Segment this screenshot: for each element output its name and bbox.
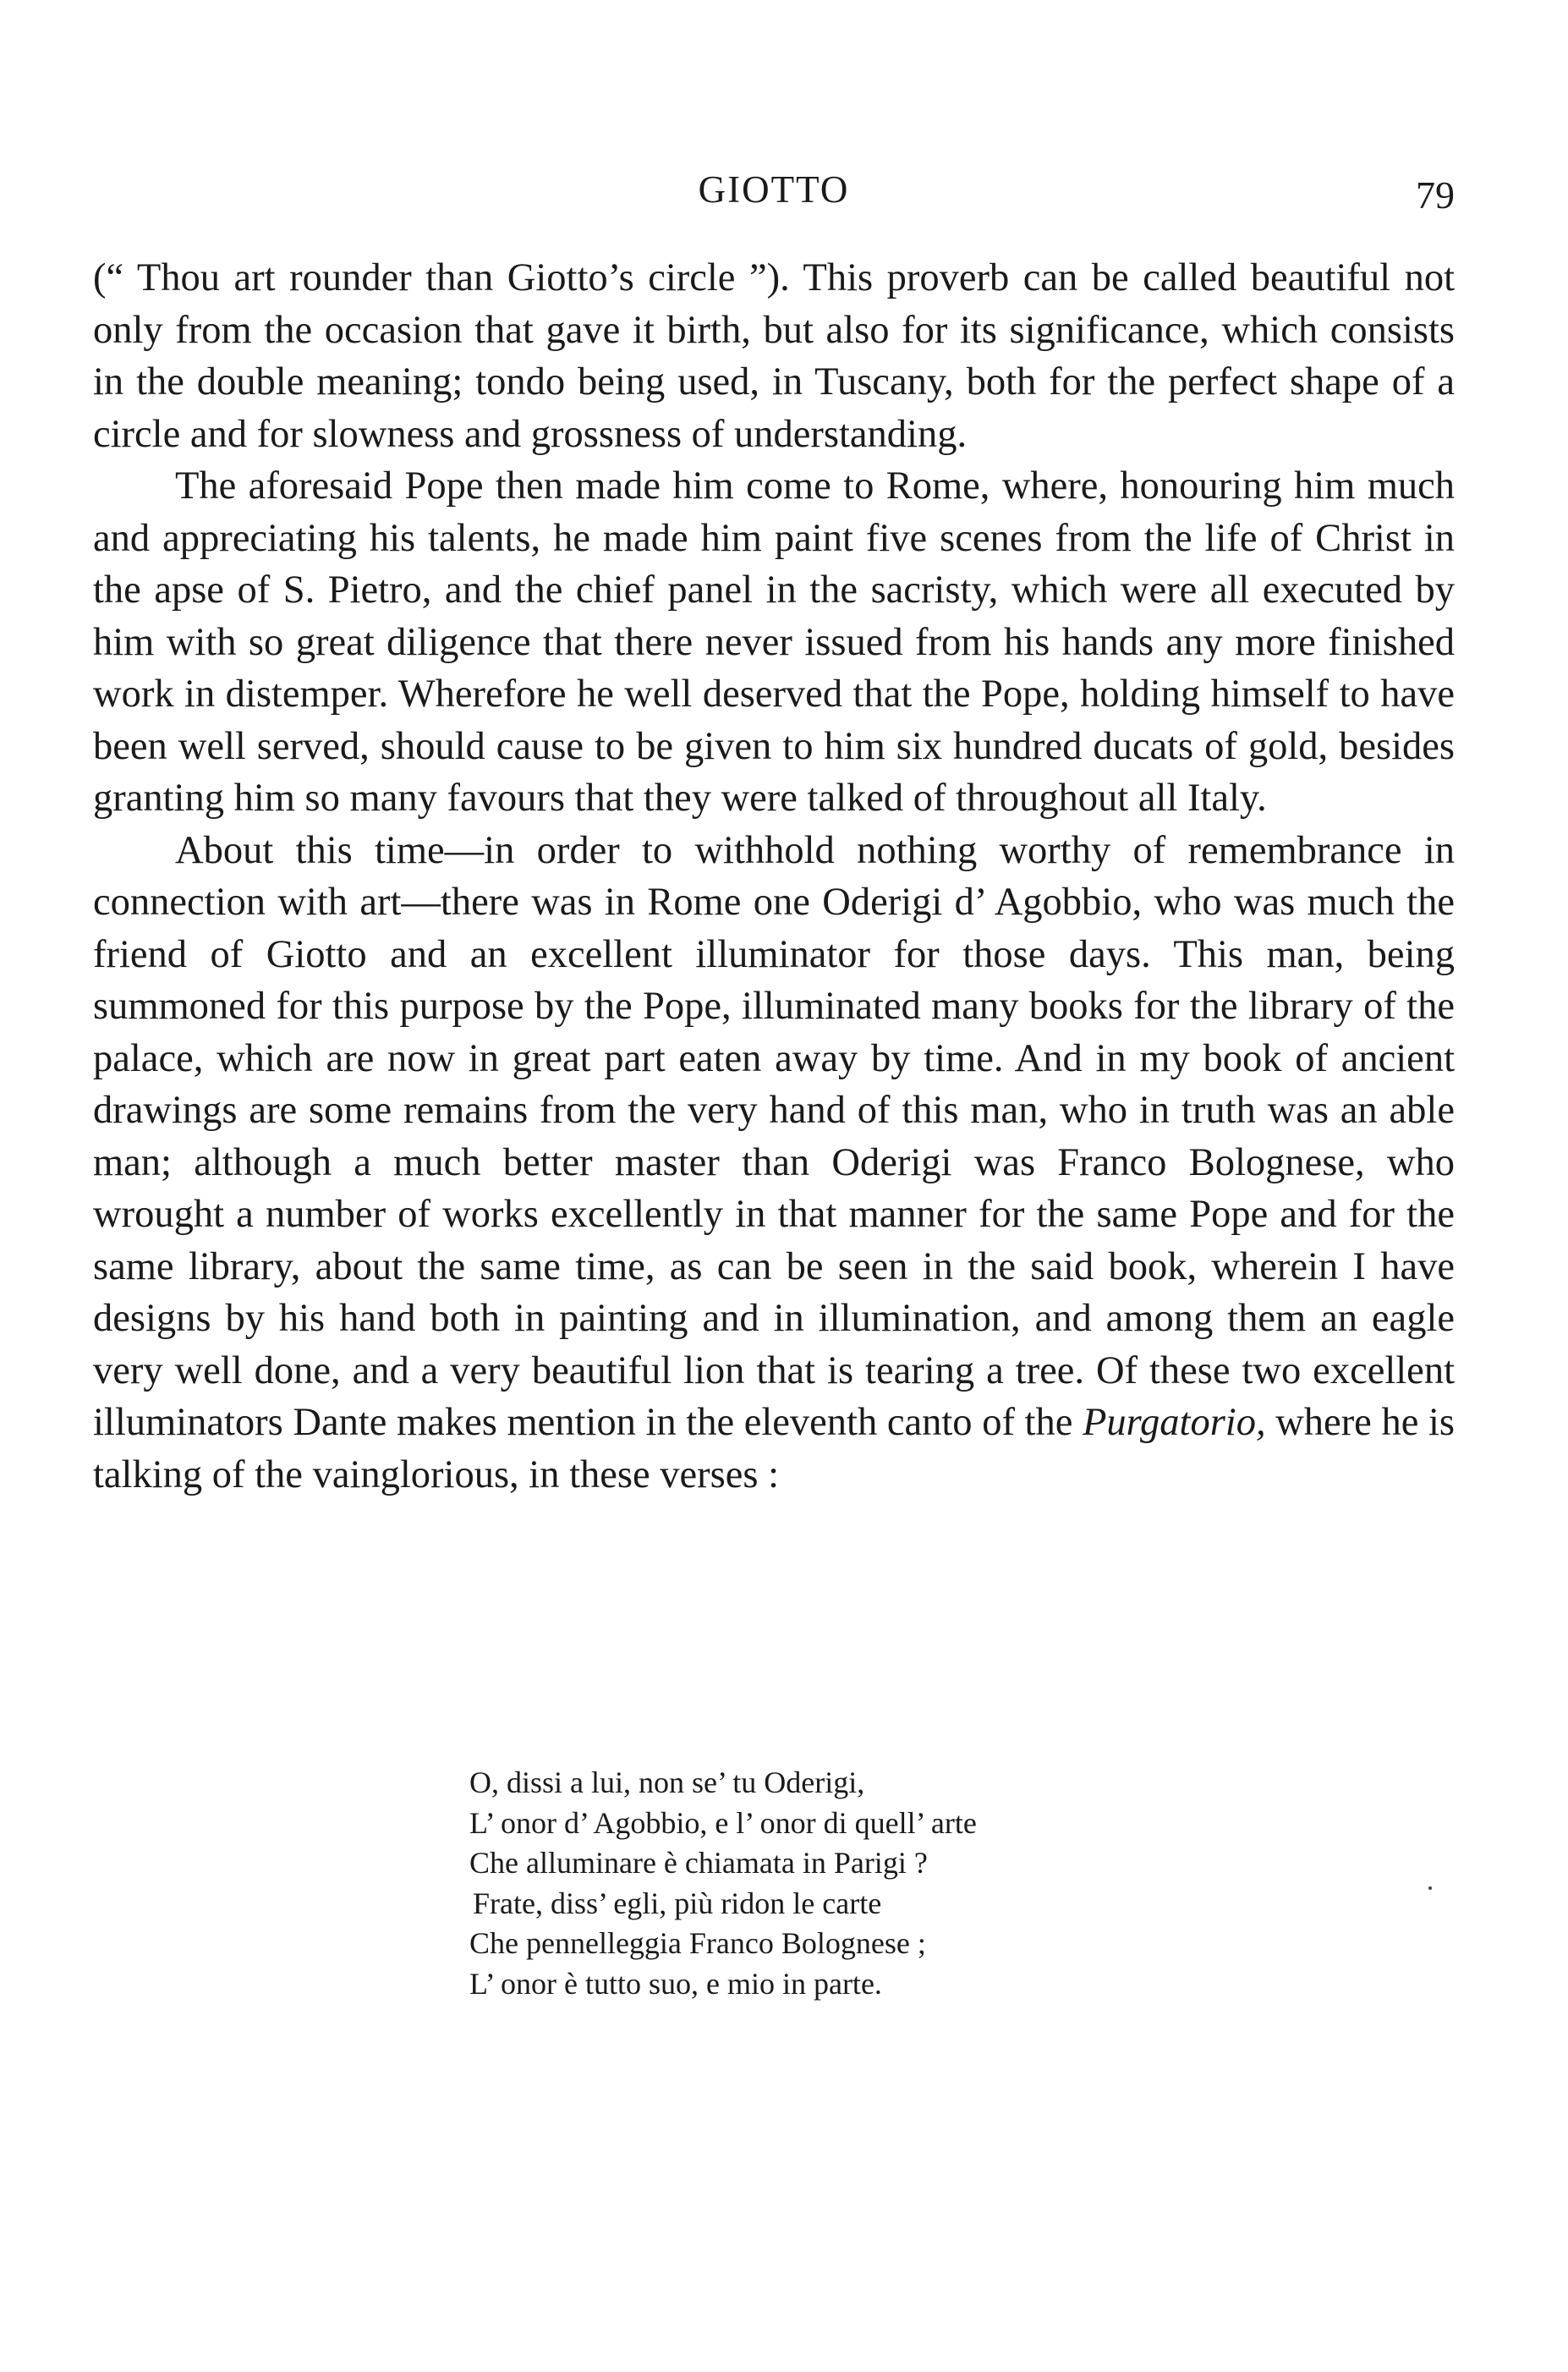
page-number: 79	[1416, 173, 1455, 217]
verse-line: L’ onor d’ Agobbio, e l’ onor di quell’ arte	[469, 1805, 977, 1840]
body-text	[93, 252, 1455, 1501]
running-title: GIOTTO	[698, 168, 850, 211]
verse-quotation	[469, 1763, 977, 2004]
paragraph-3-text-before: About this time—in order to withhold nothing worthy of remembrance in connection with art—there was in Rome one Oderigi d’ Agobbio, who was much the friend of Giotto and an excellent illuminator for those days. This man, being summoned for this purpose by the Pope, illuminated many books for the library of the palace, which are now in great part eaten away by time. And in my book of ancient drawings are some remains from the very hand of this man, who in truth was an able man; although a much better master than Oderigi was Franco Bolognese, who wrought a number of works excellently in that manner for the same Pope and for the same library, about the same time, as can be seen in the said book, wherein I have designs by his hand both in painting and in illumination, and among them an eagle very well done, and a very beautiful lion that is tearing a tree. Of these two excellent illuminators Dante makes mention in the eleventh canto of the	[93, 828, 1455, 1444]
verse-line: Che pennelleggia Franco Bolognese ;	[469, 1926, 926, 1960]
paragraph-1: (“ Thou art rounder than Giotto’s circle ”). This proverb can be called beautiful not only from the occasion that gave it birth, but also for its significance, which consists in the double meaning; tondo being used, in Tuscany, both for the perfect shape of a circle and for slowness and grossness of understanding.	[93, 256, 1455, 456]
verse-line: L’ onor è tutto suo, e mio in parte.	[469, 1966, 882, 2001]
running-head	[93, 167, 1455, 218]
paragraph-3-text-after: where he is talking of the vainglorious, in these verses :	[93, 1401, 1455, 1496]
paragraph-2: The aforesaid Pope then made him come to Rome, where, honouring him much and appreciating his talents, he made him paint five scenes from the life of Christ in the apse of S. Pietro, and the chief panel in the sacristy, which were all executed by him with so great diligence that there never issued from his hands any more finished work in distemper. Wherefore he well deserved that the Pope, holding himself to have been well served, should cause to be given to him six hundred ducats of gold, besides granting him so many favours that they were talked of throughout all Italy.	[93, 464, 1455, 820]
work-title-italic: Purgatorio,	[1083, 1401, 1266, 1444]
print-speck	[1428, 1886, 1432, 1890]
verse-line: O, dissi a lui, non se’ tu Oderigi,	[469, 1765, 865, 1799]
paragraph-3	[93, 825, 1455, 1502]
verse-line: Che alluminare è chiamata in Parigi ?	[469, 1846, 928, 1880]
verse-line: Frate, diss’ egli, più ridon le carte	[473, 1886, 882, 1920]
